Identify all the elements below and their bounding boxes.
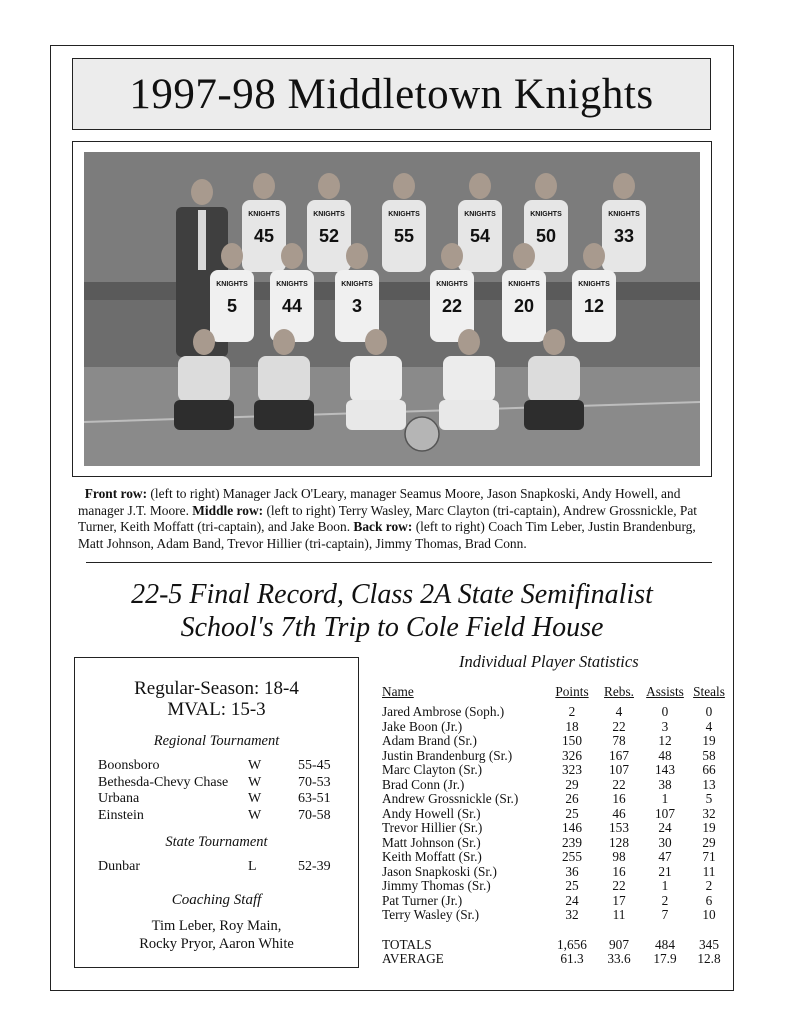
- average-steals: 12.8: [697, 951, 721, 966]
- player-points: 29: [565, 776, 579, 792]
- caption-back-label: Back row:: [353, 519, 413, 535]
- front-person-1-head: [193, 329, 215, 355]
- game-score: 55-45: [298, 758, 331, 773]
- game-row: [98, 775, 358, 792]
- player-name: Keith Moffatt (Sr.): [382, 849, 482, 864]
- player-rebs: 16: [612, 791, 626, 806]
- basketball: [405, 417, 439, 451]
- coach-head: [191, 179, 213, 205]
- middle-player-5-jersey-number: 20: [513, 296, 535, 316]
- regional-games-list: [98, 758, 358, 824]
- player-points: 323: [562, 762, 582, 777]
- table-row: [382, 749, 729, 764]
- player-steals: 5: [705, 791, 713, 806]
- back-player-2-jersey-number: 52: [318, 226, 340, 246]
- photo-caption: [78, 486, 712, 552]
- game-row: [98, 791, 358, 808]
- player-points: 18: [565, 718, 579, 734]
- player-rebs: 167: [609, 747, 629, 763]
- front-person-1-body: [178, 356, 230, 402]
- middle-player-1-head: [221, 243, 243, 269]
- header-points: Points: [555, 684, 589, 699]
- average-row: [382, 952, 729, 967]
- back-player-1-team-word: KNIGHTS: [248, 211, 280, 218]
- player-steals: 58: [702, 747, 716, 763]
- player-points: 24: [565, 892, 579, 908]
- front-person-4-legs: [439, 400, 499, 430]
- regional-heading: Regional Tournament: [153, 733, 280, 749]
- game-result: W: [248, 807, 262, 823]
- middle-player-3-team-word: KNIGHTS: [341, 281, 373, 288]
- header-assists: Assists: [646, 684, 684, 699]
- player-points: 2: [568, 704, 576, 719]
- middle-player-4-jersey-number: 22: [441, 296, 463, 316]
- middle-player-4-team-word: KNIGHTS: [436, 281, 468, 288]
- player-steals: 4: [705, 718, 713, 734]
- staff-heading: Coaching Staff: [171, 891, 262, 908]
- caption-back-text: (left to right) Coach Tim Leber, Justin Brandenburg, Matt Johnson, Adam Band, Trevor Hillier (tri-captain), Jimmy Thomas, Brad Conn.: [78, 519, 696, 551]
- player-assists: 1: [661, 878, 669, 893]
- game-opponent: Dunbar: [98, 859, 140, 874]
- totals-steals: 345: [699, 936, 719, 952]
- player-assists: 2: [661, 892, 669, 908]
- middle-player-3-head: [346, 243, 368, 269]
- back-player-4-head: [469, 173, 491, 199]
- game-opponent: Bethesda-Chevy Chase: [98, 774, 229, 790]
- player-steals: 66: [702, 762, 716, 777]
- front-person-3-legs: [346, 400, 406, 430]
- player-points: 26: [565, 791, 579, 806]
- front-person-2-body: [258, 356, 310, 402]
- player-steals: 29: [702, 834, 716, 850]
- table-row: [382, 807, 729, 822]
- player-assists: 1: [661, 791, 669, 806]
- back-player-5-head: [535, 173, 557, 199]
- middle-player-4-head: [441, 243, 463, 269]
- back-player-2-team-word: KNIGHTS: [313, 211, 345, 218]
- back-player-4-team-word: KNIGHTS: [464, 211, 496, 218]
- player-assists: 48: [658, 747, 672, 763]
- header-steals: Steals: [693, 684, 725, 699]
- table-row: [382, 778, 729, 793]
- headline-line-1: 22-5 Final Record, Class 2A State Semifinalist: [131, 579, 653, 610]
- front-person-4-head: [458, 329, 480, 355]
- table-row: [382, 865, 729, 880]
- middle-player-6-head: [583, 243, 605, 269]
- player-assists: 24: [658, 820, 672, 835]
- player-assists: 21: [658, 863, 672, 879]
- table-row: [382, 763, 729, 778]
- title-banner: [72, 58, 711, 130]
- caption-front-text: (left to right) Manager Jack O'Leary, manager Seamus Moore, Jason Snapkoski, Andy Howell, and manager J.T. Moore.: [78, 486, 681, 518]
- player-steals: 32: [702, 805, 716, 821]
- middle-player-6-team-word: KNIGHTS: [578, 281, 610, 288]
- caption-middle-label: Middle row:: [192, 502, 264, 518]
- back-player-5-team-word: KNIGHTS: [530, 211, 562, 218]
- player-assists: 107: [655, 805, 675, 821]
- table-row: [382, 821, 729, 836]
- totals-rebs: 907: [609, 936, 629, 952]
- player-name: Brad Conn (Jr.): [382, 776, 465, 792]
- player-points: 25: [565, 805, 579, 821]
- stats-body: [382, 705, 729, 923]
- totals-row: [382, 938, 729, 953]
- headline: [50, 578, 734, 644]
- player-assists: 47: [658, 849, 672, 864]
- player-assists: 12: [658, 733, 672, 748]
- staff-line-1: Tim Leber, Roy Main,: [151, 917, 282, 934]
- player-rebs: 22: [612, 878, 626, 893]
- back-player-4-jersey-number: 54: [469, 226, 491, 246]
- staff-line-2: Rocky Pryor, Aaron White: [139, 935, 294, 952]
- game-opponent: Urbana: [98, 791, 140, 806]
- game-result: W: [248, 758, 262, 773]
- table-row: [382, 720, 729, 735]
- average-rebs: 33.6: [607, 951, 631, 966]
- front-person-5-head: [543, 329, 565, 355]
- player-points: 239: [562, 834, 582, 850]
- state-games-list: [98, 859, 358, 876]
- game-result: L: [248, 859, 257, 874]
- headline-line-2: School's 7th Trip to Cole Field House: [180, 612, 604, 643]
- table-row: [382, 908, 729, 923]
- game-score: 70-58: [298, 807, 331, 823]
- player-name: Adam Brand (Sr.): [382, 733, 477, 748]
- header-rebs: Rebs.: [604, 684, 634, 699]
- player-rebs: 11: [612, 907, 626, 922]
- back-player-6-team-word: KNIGHTS: [608, 211, 640, 218]
- stats-table: [382, 685, 729, 967]
- table-row: [382, 850, 729, 865]
- back-player-3-team-word: KNIGHTS: [388, 211, 420, 218]
- season-record: [75, 678, 358, 720]
- player-rebs: 22: [612, 776, 626, 792]
- stats-title: Individual Player Statistics: [459, 652, 639, 671]
- caption-middle-text: (left to right) Terry Wasley, Marc Clayton (tri-captain), Andrew Grossnickle, Pat Turner, Keith Moffatt (tri-captain), and Jake Boon.: [78, 502, 698, 535]
- totals-points: 1,656: [557, 936, 587, 952]
- player-assists: 3: [661, 718, 669, 734]
- middle-player-2-jersey-number: 44: [281, 296, 303, 316]
- game-result: W: [248, 791, 262, 806]
- player-steals: 19: [702, 733, 716, 748]
- player-steals: 19: [702, 820, 716, 835]
- middle-player-5-head: [513, 243, 535, 269]
- middle-player-3-jersey-number: 3: [351, 296, 363, 316]
- player-name: Andrew Grossnickle (Sr.): [382, 791, 519, 806]
- back-player-6-head: [613, 173, 635, 199]
- player-name: Marc Clayton (Sr.): [382, 762, 483, 777]
- totals-assists: 484: [655, 936, 675, 952]
- player-rebs: 22: [612, 718, 626, 734]
- front-person-1-legs: [174, 400, 234, 430]
- player-name: Jimmy Thomas (Sr.): [382, 878, 491, 893]
- table-row: [382, 894, 729, 909]
- regular-season-record: Regular-Season: 18-4: [134, 678, 299, 699]
- table-row: [382, 836, 729, 851]
- totals-label: TOTALS: [382, 936, 432, 952]
- player-points: 326: [562, 747, 582, 763]
- front-person-3-body: [350, 356, 402, 402]
- player-steals: 0: [705, 704, 713, 719]
- back-player-6-jersey-number: 33: [613, 226, 635, 246]
- player-steals: 2: [705, 878, 713, 893]
- player-assists: 0: [661, 704, 669, 719]
- page-title: 1997-98 Middletown Knights: [129, 70, 654, 118]
- player-name: Terry Wasley (Sr.): [382, 907, 480, 922]
- front-person-5-legs: [524, 400, 584, 430]
- team-photo: [84, 152, 700, 466]
- player-name: Jason Snapkoski (Sr.): [382, 863, 497, 879]
- game-score: 52-39: [298, 859, 331, 874]
- player-steals: 11: [702, 863, 716, 879]
- game-row: [98, 808, 358, 825]
- game-opponent: Boonsboro: [98, 758, 160, 773]
- player-steals: 10: [702, 907, 716, 922]
- player-points: 36: [565, 863, 579, 879]
- middle-player-2-team-word: KNIGHTS: [276, 281, 308, 288]
- stats-header-row: [382, 685, 729, 705]
- average-label: AVERAGE: [382, 951, 444, 966]
- player-rebs: 78: [612, 733, 626, 748]
- player-name: Matt Johnson (Sr.): [382, 834, 481, 850]
- back-player-2-head: [318, 173, 340, 199]
- player-assists: 38: [658, 776, 672, 792]
- game-row: [98, 758, 358, 775]
- front-person-4-body: [443, 356, 495, 402]
- front-person-2-head: [273, 329, 295, 355]
- player-name: Justin Brandenburg (Sr.): [382, 747, 513, 763]
- player-rebs: 107: [609, 762, 629, 777]
- player-name: Jake Boon (Jr.): [382, 718, 463, 734]
- player-steals: 13: [702, 776, 716, 792]
- team-photo-frame: [72, 141, 712, 477]
- middle-player-5-team-word: KNIGHTS: [508, 281, 540, 288]
- back-player-1-jersey-number: 45: [253, 226, 275, 246]
- middle-player-2-head: [281, 243, 303, 269]
- player-assists: 143: [655, 762, 675, 777]
- front-person-2-legs: [254, 400, 314, 430]
- player-rebs: 128: [609, 834, 629, 850]
- player-name: Jared Ambrose (Soph.): [382, 704, 505, 719]
- player-rebs: 4: [615, 704, 623, 719]
- player-name: Andy Howell (Sr.): [382, 805, 481, 821]
- player-rebs: 153: [609, 820, 629, 835]
- player-name: Pat Turner (Jr.): [382, 892, 463, 908]
- state-heading: State Tournament: [165, 834, 268, 850]
- middle-player-6-jersey-number: 12: [583, 296, 605, 316]
- back-player-3-jersey-number: 55: [393, 226, 415, 246]
- back-player-5-jersey-number: 50: [535, 226, 557, 246]
- back-player-1-head: [253, 173, 275, 199]
- average-points: 61.3: [560, 951, 584, 966]
- coach-shirt: [198, 210, 206, 270]
- player-assists: 30: [658, 834, 672, 850]
- table-row: [382, 792, 729, 807]
- player-rebs: 16: [612, 863, 626, 879]
- caption-front-label: Front row:: [84, 486, 148, 501]
- player-points: 32: [565, 907, 579, 922]
- player-assists: 7: [661, 907, 669, 922]
- player-steals: 71: [702, 849, 716, 864]
- header-name: Name: [382, 684, 414, 699]
- table-row: [382, 879, 729, 894]
- game-opponent: Einstein: [98, 807, 144, 823]
- player-steals: 6: [705, 892, 713, 908]
- front-person-3-head: [365, 329, 387, 355]
- average-assists: 17.9: [653, 951, 677, 966]
- player-rebs: 17: [612, 892, 626, 908]
- divider: [86, 562, 712, 563]
- player-points: 255: [562, 849, 582, 864]
- player-name: Trevor Hillier (Sr.): [382, 820, 483, 835]
- player-rebs: 98: [612, 849, 626, 864]
- table-row: [382, 734, 729, 749]
- front-person-5-body: [528, 356, 580, 402]
- game-result: W: [248, 774, 262, 790]
- game-score: 70-53: [298, 774, 331, 790]
- middle-player-1-team-word: KNIGHTS: [216, 281, 248, 288]
- middle-player-1-jersey-number: 5: [226, 296, 238, 316]
- back-player-3-head: [393, 173, 415, 199]
- player-points: 25: [565, 878, 579, 893]
- table-row: [382, 705, 729, 720]
- player-points: 150: [562, 733, 582, 748]
- mval-record: MVAL: 15-3: [167, 699, 266, 720]
- game-row: [98, 859, 358, 876]
- season-summary-box: [74, 657, 359, 968]
- player-points: 146: [562, 820, 582, 835]
- game-score: 63-51: [298, 791, 331, 806]
- staff-names: [75, 917, 358, 953]
- player-rebs: 46: [612, 805, 626, 821]
